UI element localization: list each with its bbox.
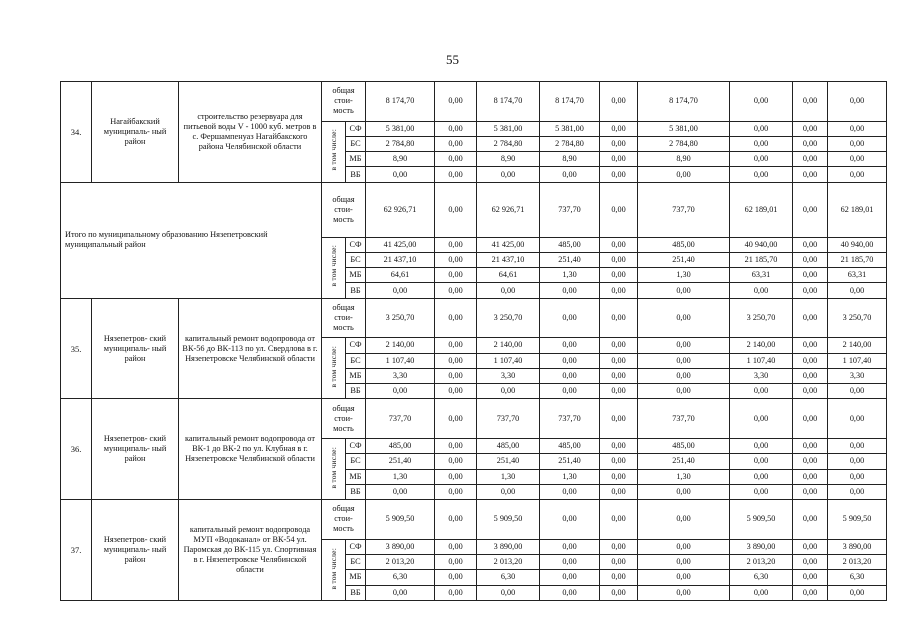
fund-value: 0,00 xyxy=(435,539,477,554)
row-number: 37. xyxy=(61,500,92,601)
fund-value: 0,00 xyxy=(366,283,435,298)
fund-value: 2 013,20 xyxy=(477,554,540,569)
fund-value: 0,00 xyxy=(435,338,477,353)
fund-value: 3 890,00 xyxy=(828,539,887,554)
fund-value: 0,00 xyxy=(638,167,730,182)
table-row xyxy=(61,298,887,338)
in-that-number-label xyxy=(322,539,346,600)
fund-value: 0,00 xyxy=(540,484,600,499)
fund-value: 0,00 xyxy=(600,283,638,298)
fund-value: 0,00 xyxy=(828,152,887,167)
fund-value: 0,00 xyxy=(366,167,435,182)
budget-table xyxy=(60,81,887,601)
total-cost-value: 737,70 xyxy=(638,399,730,439)
fund-value: 0,00 xyxy=(638,554,730,569)
work-description: капитальный ремонт водопровода от ВК-56 до ВК-113 по ул. Свердлова в г. Нязепетровске Челябинской области xyxy=(179,298,322,399)
fund-value: 251,40 xyxy=(638,454,730,469)
fund-value: 1 107,40 xyxy=(730,353,793,368)
fund-value: 0,00 xyxy=(540,570,600,585)
fund-value: 3 890,00 xyxy=(366,539,435,554)
fund-value: 0,00 xyxy=(435,454,477,469)
total-cost-value: 3 250,70 xyxy=(730,298,793,338)
fund-value: 0,00 xyxy=(730,283,793,298)
fund-value: 251,40 xyxy=(366,454,435,469)
fund-value: 0,00 xyxy=(540,554,600,569)
work-description: капитальный ремонт водопровода МУП «Водоканал» от ВК-54 ул. Паромская до ВК-115 ул. Спортивная в г. Нязепетровске Челябинской области xyxy=(179,500,322,601)
total-cost-value: 3 250,70 xyxy=(828,298,887,338)
fund-value: 1 107,40 xyxy=(366,353,435,368)
total-cost-value: 0,00 xyxy=(730,82,793,122)
fund-value: 3,30 xyxy=(730,368,793,383)
total-cost-value: 0,00 xyxy=(600,298,638,338)
fund-value: 0,00 xyxy=(600,438,638,453)
fund-value: 0,00 xyxy=(435,554,477,569)
fund-value: 0,00 xyxy=(477,585,540,600)
total-cost-value: 62 926,71 xyxy=(477,182,540,237)
total-cost-label: общая стои- мость xyxy=(322,500,366,540)
fund-value: 0,00 xyxy=(638,585,730,600)
total-cost-value: 62 926,71 xyxy=(366,182,435,237)
fund-value: 0,00 xyxy=(600,121,638,136)
fund-value: 3 890,00 xyxy=(730,539,793,554)
fund-value: 21 437,10 xyxy=(477,252,540,267)
total-cost-value: 0,00 xyxy=(793,82,828,122)
district-name: Нязепетров- ский муниципаль- ный район xyxy=(92,500,179,601)
total-cost-value: 737,70 xyxy=(366,399,435,439)
fund-value: 0,00 xyxy=(366,384,435,399)
fund-value: 0,00 xyxy=(435,152,477,167)
fund-value: 63,31 xyxy=(828,268,887,283)
total-cost-value: 0,00 xyxy=(540,500,600,540)
row-number: 36. xyxy=(61,399,92,500)
in-that-number-text: в том числе: xyxy=(328,245,338,287)
fund-value: 0,00 xyxy=(600,268,638,283)
total-cost-value: 8 174,70 xyxy=(366,82,435,122)
fund-value: 5 381,00 xyxy=(540,121,600,136)
fund-value: 0,00 xyxy=(793,353,828,368)
fund-value: 485,00 xyxy=(638,237,730,252)
fund-value: 1 107,40 xyxy=(828,353,887,368)
fund-value: 0,00 xyxy=(828,167,887,182)
fund-value: 485,00 xyxy=(366,438,435,453)
fund-value: 0,00 xyxy=(540,368,600,383)
in-that-number-label xyxy=(322,237,346,298)
row-number: 35. xyxy=(61,298,92,399)
total-cost-value: 0,00 xyxy=(828,82,887,122)
fund-value: 0,00 xyxy=(793,136,828,151)
fund-value: 21 185,70 xyxy=(828,252,887,267)
fund-value: 2 140,00 xyxy=(828,338,887,353)
fund-value: 0,00 xyxy=(793,152,828,167)
fund-value: 0,00 xyxy=(435,353,477,368)
fund-value: 0,00 xyxy=(477,384,540,399)
fund-code: МБ xyxy=(346,368,366,383)
fund-value: 6,30 xyxy=(828,570,887,585)
fund-value: 0,00 xyxy=(435,368,477,383)
work-description: строительство резервуара для питьевой воды V - 1000 куб. метров в с. Фершампенуаз Нагайбакского района Челябинской области xyxy=(179,82,322,183)
fund-value: 2 784,80 xyxy=(477,136,540,151)
fund-code: БС xyxy=(346,353,366,368)
total-cost-value: 0,00 xyxy=(600,500,638,540)
fund-value: 0,00 xyxy=(828,384,887,399)
fund-value: 0,00 xyxy=(600,167,638,182)
fund-value: 0,00 xyxy=(793,283,828,298)
fund-value: 0,00 xyxy=(600,152,638,167)
total-cost-label: общая стои- мость xyxy=(322,298,366,338)
fund-value: 0,00 xyxy=(366,484,435,499)
fund-value: 0,00 xyxy=(828,484,887,499)
fund-value: 0,00 xyxy=(600,570,638,585)
fund-value: 0,00 xyxy=(828,469,887,484)
fund-value: 0,00 xyxy=(638,384,730,399)
fund-value: 5 381,00 xyxy=(366,121,435,136)
fund-value: 0,00 xyxy=(600,237,638,252)
fund-value: 0,00 xyxy=(540,384,600,399)
table-row xyxy=(61,182,887,237)
district-name: Нагайбакский муниципаль- ный район xyxy=(92,82,179,183)
fund-value: 0,00 xyxy=(793,237,828,252)
fund-value: 0,00 xyxy=(730,585,793,600)
fund-value: 0,00 xyxy=(540,539,600,554)
fund-value: 0,00 xyxy=(600,338,638,353)
fund-code: МБ xyxy=(346,469,366,484)
total-cost-label: общая стои- мость xyxy=(322,182,366,237)
fund-value: 0,00 xyxy=(600,554,638,569)
fund-value: 21 437,10 xyxy=(366,252,435,267)
fund-value: 0,00 xyxy=(638,283,730,298)
total-cost-label: общая стои- мость xyxy=(322,399,366,439)
fund-value: 2 013,20 xyxy=(730,554,793,569)
fund-value: 0,00 xyxy=(600,469,638,484)
total-cost-value: 0,00 xyxy=(435,82,477,122)
fund-code: СФ xyxy=(346,539,366,554)
fund-value: 0,00 xyxy=(793,554,828,569)
in-that-number-label xyxy=(322,338,346,399)
page-number: 55 xyxy=(446,52,459,67)
table-row xyxy=(61,500,887,540)
fund-value: 0,00 xyxy=(638,368,730,383)
fund-value: 0,00 xyxy=(793,368,828,383)
fund-value: 485,00 xyxy=(540,438,600,453)
fund-value: 0,00 xyxy=(730,438,793,453)
fund-value: 3,30 xyxy=(477,368,540,383)
fund-value: 0,00 xyxy=(477,484,540,499)
fund-value: 0,00 xyxy=(600,384,638,399)
fund-value: 0,00 xyxy=(730,136,793,151)
total-cost-value: 62 189,01 xyxy=(730,182,793,237)
work-description: капитальный ремонт водопровода от ВК-1 до ВК-2 по ул. Клубная в г. Нязепетровске Челябинской области xyxy=(179,399,322,500)
total-cost-value: 5 909,50 xyxy=(366,500,435,540)
fund-value: 0,00 xyxy=(828,454,887,469)
fund-value: 2 140,00 xyxy=(366,338,435,353)
fund-code: МБ xyxy=(346,152,366,167)
fund-value: 8,90 xyxy=(638,152,730,167)
fund-value: 0,00 xyxy=(793,484,828,499)
fund-value: 0,00 xyxy=(828,283,887,298)
fund-value: 0,00 xyxy=(793,384,828,399)
fund-value: 1,30 xyxy=(638,469,730,484)
fund-value: 0,00 xyxy=(793,539,828,554)
fund-value: 0,00 xyxy=(477,283,540,298)
fund-value: 0,00 xyxy=(730,454,793,469)
fund-code: СФ xyxy=(346,438,366,453)
fund-value: 251,40 xyxy=(540,252,600,267)
fund-value: 0,00 xyxy=(793,252,828,267)
fund-value: 0,00 xyxy=(828,121,887,136)
total-cost-value: 0,00 xyxy=(793,500,828,540)
fund-value: 64,61 xyxy=(477,268,540,283)
fund-value: 40 940,00 xyxy=(730,237,793,252)
in-that-number-text: в том числе: xyxy=(328,129,338,171)
fund-value: 251,40 xyxy=(477,454,540,469)
fund-value: 0,00 xyxy=(793,121,828,136)
total-cost-value: 0,00 xyxy=(600,82,638,122)
fund-value: 0,00 xyxy=(540,167,600,182)
fund-value: 0,00 xyxy=(600,585,638,600)
total-cost-value: 0,00 xyxy=(730,399,793,439)
total-cost-value: 3 250,70 xyxy=(477,298,540,338)
fund-value: 0,00 xyxy=(793,454,828,469)
municipality-total-label: Итого по муниципальному образованию Нязепетровский муниципальный район xyxy=(61,182,322,298)
fund-value: 2 784,80 xyxy=(638,136,730,151)
total-cost-value: 5 909,50 xyxy=(730,500,793,540)
total-cost-value: 5 909,50 xyxy=(477,500,540,540)
fund-value: 0,00 xyxy=(793,585,828,600)
total-cost-value: 0,00 xyxy=(793,182,828,237)
total-cost-value: 8 174,70 xyxy=(477,82,540,122)
fund-value: 6,30 xyxy=(730,570,793,585)
fund-value: 0,00 xyxy=(435,469,477,484)
fund-value: 0,00 xyxy=(435,384,477,399)
fund-value: 485,00 xyxy=(477,438,540,453)
fund-value: 8,90 xyxy=(477,152,540,167)
fund-value: 0,00 xyxy=(638,484,730,499)
in-that-number-text: в том числе: xyxy=(328,346,338,388)
fund-value: 251,40 xyxy=(540,454,600,469)
fund-value: 1,30 xyxy=(540,469,600,484)
fund-value: 0,00 xyxy=(730,121,793,136)
fund-value: 3 890,00 xyxy=(477,539,540,554)
total-cost-value: 0,00 xyxy=(435,399,477,439)
table-row xyxy=(61,399,887,439)
fund-value: 0,00 xyxy=(366,585,435,600)
total-cost-value: 62 189,01 xyxy=(828,182,887,237)
fund-value: 8,90 xyxy=(366,152,435,167)
fund-code: ВБ xyxy=(346,283,366,298)
fund-value: 0,00 xyxy=(600,539,638,554)
fund-value: 6,30 xyxy=(366,570,435,585)
total-cost-value: 8 174,70 xyxy=(540,82,600,122)
fund-value: 0,00 xyxy=(730,167,793,182)
total-cost-value: 0,00 xyxy=(435,298,477,338)
fund-value: 485,00 xyxy=(540,237,600,252)
fund-value: 0,00 xyxy=(600,353,638,368)
fund-value: 1 107,40 xyxy=(477,353,540,368)
fund-value: 63,31 xyxy=(730,268,793,283)
district-name: Нязепетров- ский муниципаль- ный район xyxy=(92,399,179,500)
total-cost-value: 8 174,70 xyxy=(638,82,730,122)
fund-value: 1,30 xyxy=(638,268,730,283)
fund-value: 0,00 xyxy=(477,167,540,182)
in-that-number-label xyxy=(322,438,346,499)
fund-value: 0,00 xyxy=(435,268,477,283)
fund-value: 40 940,00 xyxy=(828,237,887,252)
fund-value: 6,30 xyxy=(477,570,540,585)
fund-value: 0,00 xyxy=(540,585,600,600)
total-cost-value: 5 909,50 xyxy=(828,500,887,540)
fund-value: 0,00 xyxy=(540,338,600,353)
total-cost-value: 3 250,70 xyxy=(366,298,435,338)
fund-value: 0,00 xyxy=(540,353,600,368)
fund-value: 0,00 xyxy=(638,353,730,368)
fund-value: 485,00 xyxy=(638,438,730,453)
fund-value: 0,00 xyxy=(828,438,887,453)
table-row xyxy=(61,82,887,122)
fund-value: 2 013,20 xyxy=(366,554,435,569)
in-that-number-text: в том числе: xyxy=(328,446,338,489)
fund-value: 2 140,00 xyxy=(477,338,540,353)
total-cost-value: 0,00 xyxy=(435,500,477,540)
total-cost-value: 0,00 xyxy=(828,399,887,439)
total-cost-value: 0,00 xyxy=(793,399,828,439)
fund-value: 0,00 xyxy=(600,484,638,499)
total-cost-value: 0,00 xyxy=(793,298,828,338)
fund-value: 0,00 xyxy=(600,136,638,151)
fund-value: 3,30 xyxy=(366,368,435,383)
fund-value: 41 425,00 xyxy=(366,237,435,252)
fund-value: 0,00 xyxy=(435,283,477,298)
fund-value: 0,00 xyxy=(600,252,638,267)
fund-value: 0,00 xyxy=(435,237,477,252)
fund-value: 0,00 xyxy=(435,438,477,453)
fund-value: 2 784,80 xyxy=(540,136,600,151)
fund-value: 1,30 xyxy=(540,268,600,283)
fund-value: 0,00 xyxy=(435,252,477,267)
fund-value: 0,00 xyxy=(793,469,828,484)
fund-code: МБ xyxy=(346,570,366,585)
fund-code: СФ xyxy=(346,237,366,252)
fund-value: 0,00 xyxy=(793,167,828,182)
fund-value: 3,30 xyxy=(828,368,887,383)
fund-value: 0,00 xyxy=(828,585,887,600)
fund-value: 0,00 xyxy=(435,121,477,136)
fund-value: 0,00 xyxy=(793,338,828,353)
fund-code: ВБ xyxy=(346,585,366,600)
fund-value: 0,00 xyxy=(638,338,730,353)
fund-value: 1,30 xyxy=(366,469,435,484)
total-cost-value: 737,70 xyxy=(540,399,600,439)
fund-value: 0,00 xyxy=(435,167,477,182)
fund-code: БС xyxy=(346,454,366,469)
fund-value: 0,00 xyxy=(638,570,730,585)
fund-code: СФ xyxy=(346,121,366,136)
fund-value: 5 381,00 xyxy=(477,121,540,136)
total-cost-label: общая стои- мость xyxy=(322,82,366,122)
fund-value: 2 784,80 xyxy=(366,136,435,151)
in-that-number-text: в том числе: xyxy=(328,547,338,590)
fund-value: 2 013,20 xyxy=(828,554,887,569)
fund-value: 0,00 xyxy=(600,454,638,469)
fund-value: 0,00 xyxy=(793,268,828,283)
total-cost-value: 0,00 xyxy=(435,182,477,237)
fund-code: ВБ xyxy=(346,484,366,499)
fund-value: 5 381,00 xyxy=(638,121,730,136)
fund-value: 0,00 xyxy=(600,368,638,383)
fund-code: МБ xyxy=(346,268,366,283)
fund-value: 0,00 xyxy=(435,484,477,499)
fund-value: 21 185,70 xyxy=(730,252,793,267)
fund-value: 251,40 xyxy=(638,252,730,267)
fund-value: 64,61 xyxy=(366,268,435,283)
total-cost-value: 0,00 xyxy=(600,182,638,237)
row-number: 34. xyxy=(61,82,92,183)
total-cost-value: 0,00 xyxy=(638,500,730,540)
district-name: Нязепетров- ский муниципаль- ный район xyxy=(92,298,179,399)
total-cost-value: 0,00 xyxy=(600,399,638,439)
fund-code: БС xyxy=(346,252,366,267)
fund-code: ВБ xyxy=(346,167,366,182)
total-cost-value: 0,00 xyxy=(540,298,600,338)
fund-code: БС xyxy=(346,136,366,151)
fund-code: СФ xyxy=(346,338,366,353)
fund-value: 2 140,00 xyxy=(730,338,793,353)
fund-value: 0,00 xyxy=(730,469,793,484)
fund-value: 41 425,00 xyxy=(477,237,540,252)
total-cost-value: 0,00 xyxy=(638,298,730,338)
fund-value: 8,90 xyxy=(540,152,600,167)
fund-value: 0,00 xyxy=(435,136,477,151)
fund-code: БС xyxy=(346,554,366,569)
fund-value: 0,00 xyxy=(638,539,730,554)
fund-value: 1,30 xyxy=(477,469,540,484)
total-cost-value: 737,70 xyxy=(477,399,540,439)
total-cost-value: 737,70 xyxy=(540,182,600,237)
in-that-number-label xyxy=(322,121,346,182)
fund-value: 0,00 xyxy=(730,484,793,499)
fund-value: 0,00 xyxy=(435,585,477,600)
fund-value: 0,00 xyxy=(540,283,600,298)
fund-value: 0,00 xyxy=(793,570,828,585)
fund-value: 0,00 xyxy=(828,136,887,151)
fund-value: 0,00 xyxy=(793,438,828,453)
fund-code: ВБ xyxy=(346,384,366,399)
fund-value: 0,00 xyxy=(435,570,477,585)
total-cost-value: 737,70 xyxy=(638,182,730,237)
fund-value: 0,00 xyxy=(730,152,793,167)
fund-value: 0,00 xyxy=(730,384,793,399)
